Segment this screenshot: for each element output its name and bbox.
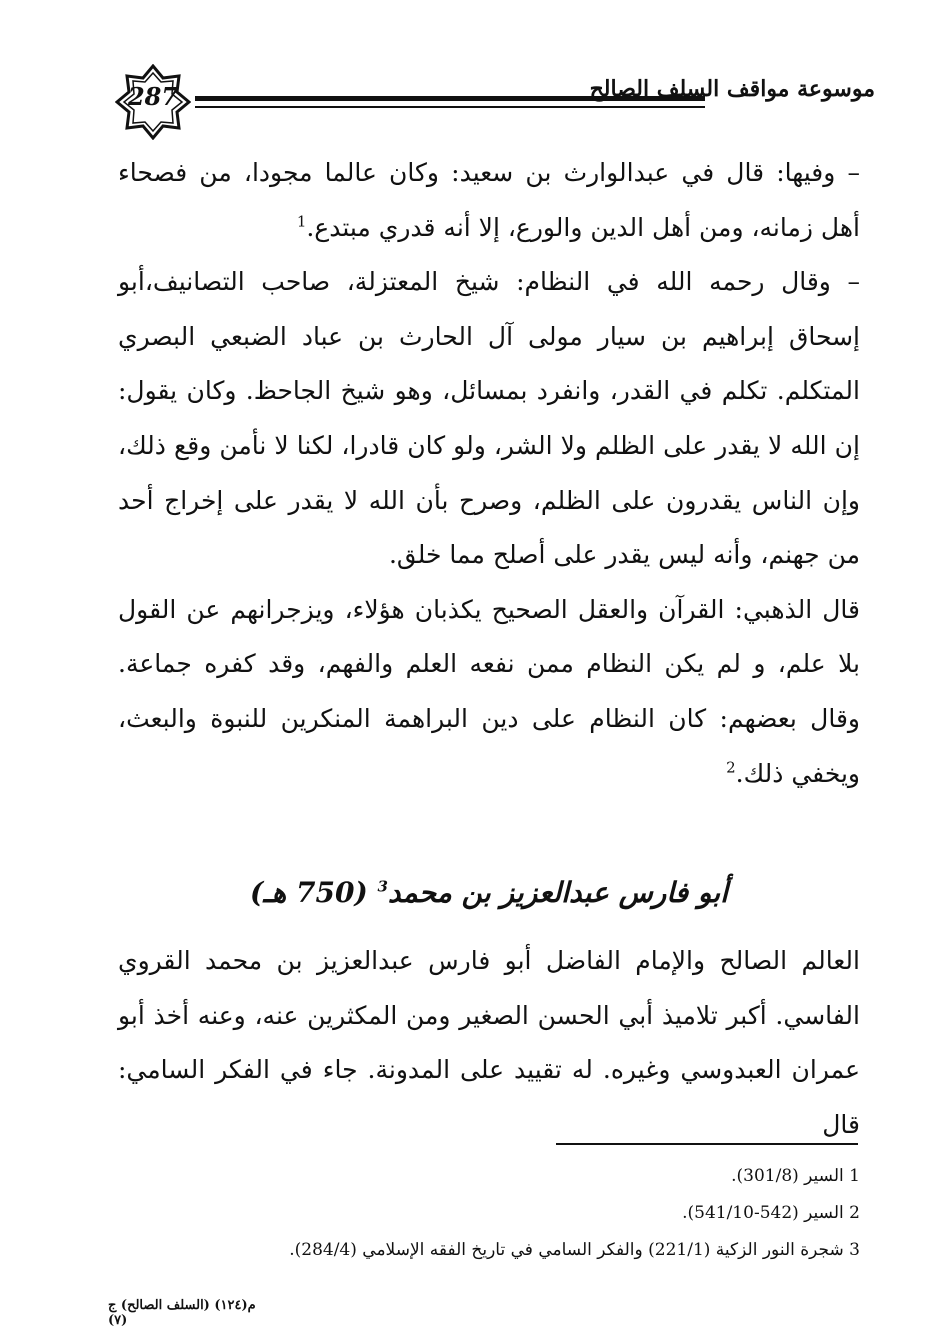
main-text xyxy=(118,146,860,801)
page-number-badge xyxy=(115,64,191,140)
footnote xyxy=(118,1232,860,1269)
printer-signature-mark: م(١٢٤) (السلف الصالح) ج (٧) xyxy=(108,1298,256,1328)
footnote-ref: 3 xyxy=(377,877,388,896)
footnote-number: 3 xyxy=(849,1240,860,1260)
paragraph xyxy=(118,146,860,255)
footnote-text: السير (542-541/10). xyxy=(682,1203,844,1223)
paragraph-text: العالم الصالح والإمام الفاضل أبو فارس عبدالعزيز بن محمد القروي الفاسي. أكبر تلاميذ أبي الحسن الصغير ومن المكثرين عنه، وعنه أخذ أبو عمران العبدوسي وغيره. له تقييد على المدونة. جاء في الفكر السامي: قال xyxy=(118,946,860,1139)
footnote-number: 1 xyxy=(849,1166,860,1186)
footnote-ref: 1 xyxy=(296,212,307,231)
section-heading xyxy=(118,868,860,918)
footnote-separator xyxy=(556,1143,858,1145)
footnotes xyxy=(118,1158,860,1269)
section-body xyxy=(118,934,860,1152)
paragraph-text: قال الذهبي: القرآن والعقل الصحيح يكذبان هؤلاء، ويزجرانهم عن القول بلا علم، و لم يكن النظام ممن نفعه العلم والفهم، وقد كفره جماعة. وقال بعضهم: كان النظام على دين البراهمة المنكرين للنبوة والبعث، ويخفي ذلك. xyxy=(118,594,860,788)
heading-name: أبو فارس عبدالعزيز بن محمد xyxy=(387,876,728,909)
paragraph-text: – وقال رحمه الله في النظام: شيخ المعتزلة، صاحب التصانيف،أبو إسحاق إبراهيم بن سيار مولى آل الحارث بن عباد الضبعي البصري المتكلم. تكلم في القدر، وانفرد بمسائل، وهو شيخ الجاحظ. وكان يقول: إن الله لا يقدر على الظلم ولا الشر، ولو كان قادرا، لكنا لا نأمن وقع ذلك، وإن الناس يقدرون على الظلم، وصرح بأن الله لا يقدر على إخراج أحد من جهنم، وأنه ليس يقدر على أصلح مما خلق. xyxy=(118,267,860,570)
heading-date: (750 هـ) xyxy=(250,876,368,909)
paragraph xyxy=(118,255,860,583)
footnote-text: شجرة النور الزكية (221/1) والفكر السامي في تاريخ الفقه الإسلامي (284/4). xyxy=(289,1240,844,1260)
series-title: موسوعة مواقف السلف الصالح xyxy=(589,76,875,102)
header-rule-thin xyxy=(195,106,705,108)
paragraph-text: – وفيها: قال في عبدالوارث بن سعيد: وكان عالما مجودا، من فصحاء أهل زمانه، ومن أهل الدين والورع، إلا أنه قدري مبتدع. xyxy=(118,158,860,242)
footnote-ref: 2 xyxy=(726,758,736,777)
page-number: 287 xyxy=(127,82,179,111)
footnote xyxy=(118,1195,860,1232)
footnote xyxy=(118,1158,860,1195)
footnote-text: السير (301/8). xyxy=(731,1166,844,1186)
paragraph xyxy=(118,583,860,801)
footnote-number: 2 xyxy=(849,1203,860,1223)
page-header xyxy=(115,64,875,154)
